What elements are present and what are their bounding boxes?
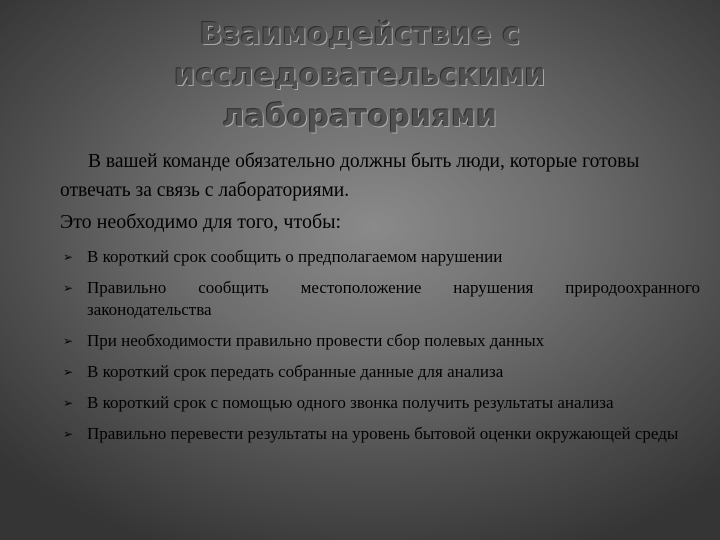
list-item [60, 392, 700, 414]
slide-title [110, 14, 610, 137]
list-item-text: В короткий срок с помощью одного звонка получить результаты анализа [87, 393, 614, 412]
list-item-text: При необходимости правильно провести сбор полевых данных [87, 331, 545, 350]
arrow-bullet-icon: ➢ [63, 281, 74, 295]
list-item-text: В короткий срок передать собранные данные для анализа [87, 362, 504, 381]
list-item [60, 361, 700, 383]
arrow-bullet-icon: ➢ [63, 396, 74, 410]
arrow-bullet-icon: ➢ [63, 334, 74, 348]
list-item [60, 423, 700, 445]
arrow-bullet-icon: ➢ [63, 250, 74, 264]
lead-sentence: Это необходимо для того, чтобы: [60, 211, 342, 233]
slide-body [60, 147, 700, 454]
list-item [60, 246, 700, 268]
title-line: Взаимодействие с [199, 17, 521, 52]
bullet-list [60, 246, 700, 445]
list-item [60, 330, 700, 352]
list-item-text: Правильно перевести результаты на уровень бытовой оценки окружающей среды [87, 424, 679, 443]
arrow-bullet-icon: ➢ [63, 427, 74, 441]
title-line: исследовательскими [174, 58, 546, 93]
title-line: лабораториями [222, 99, 498, 134]
arrow-bullet-icon: ➢ [63, 365, 74, 379]
intro-paragraph: В вашей команде обязательно должны быть люди, которые готовы отвечать за связь с лабораториями. [60, 151, 640, 201]
list-item-text: Правильно сообщить местоположение нарушения природоохранного законодательства [87, 278, 700, 319]
list-item [60, 277, 700, 321]
list-item-text: В короткий срок сообщить о предполагаемом нарушении [87, 247, 503, 266]
